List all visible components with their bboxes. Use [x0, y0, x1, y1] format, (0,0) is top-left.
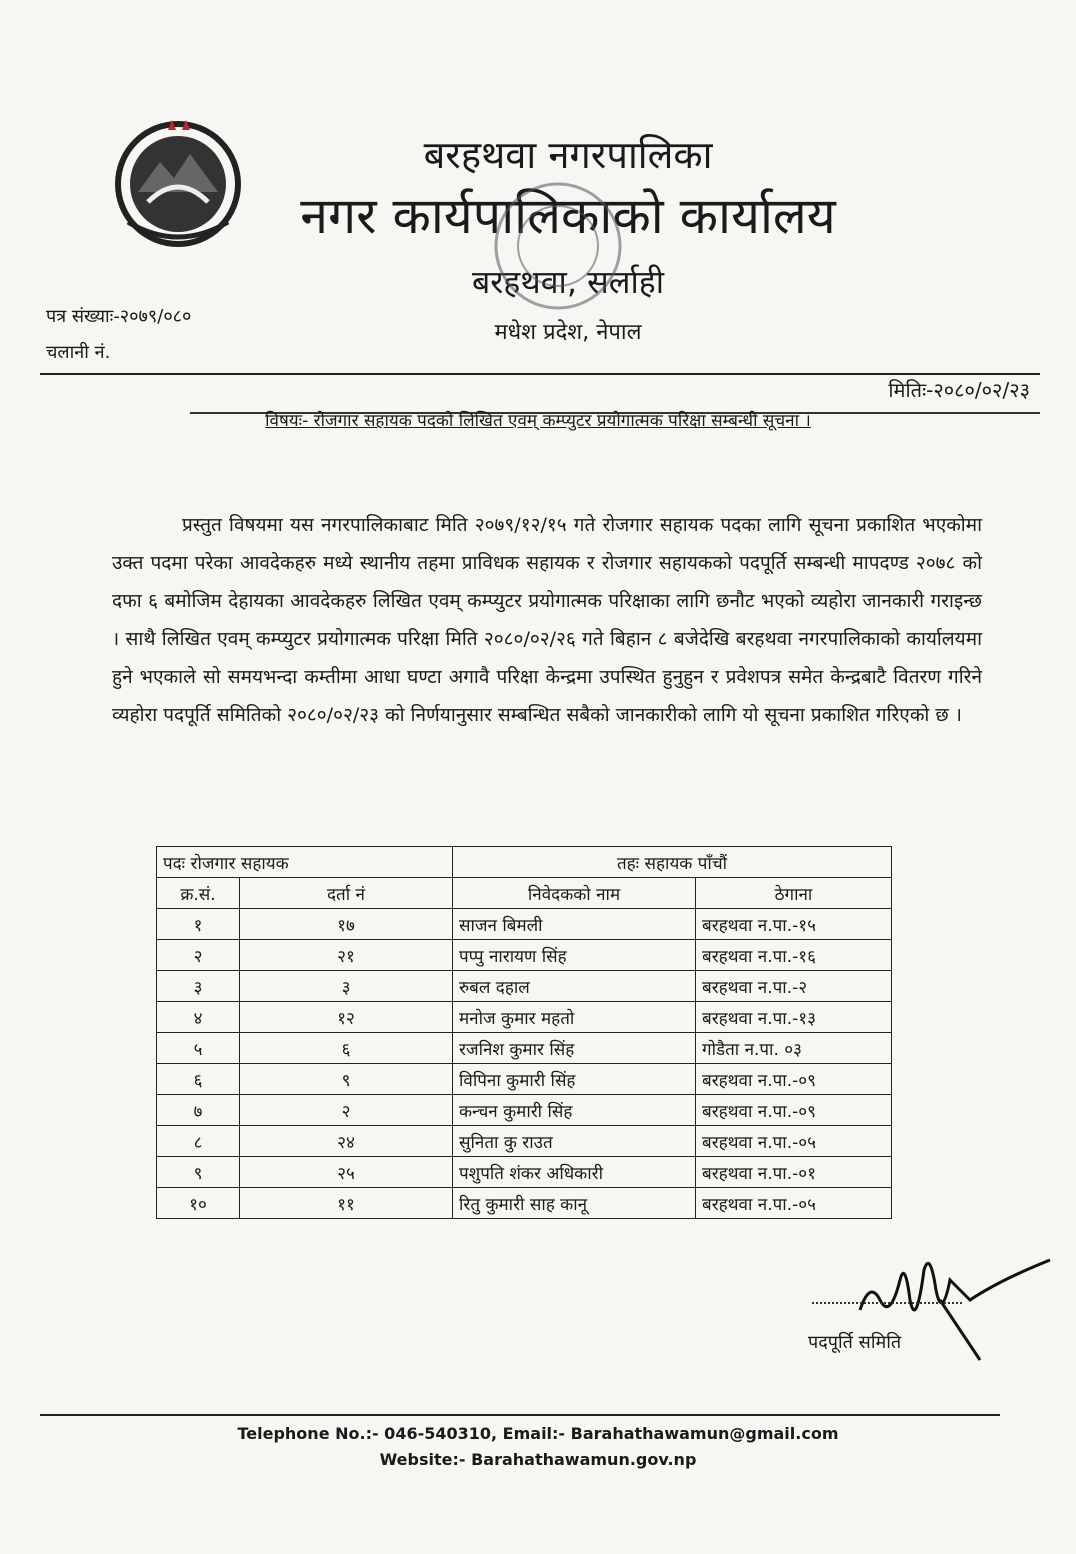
province-name: मधेश प्रदेश, नेपाल [494, 320, 642, 345]
municipality-name: बरहथवा नगरपालिका [423, 133, 713, 177]
candidate-table [156, 846, 892, 1219]
name-cell: मनोज कुमार महतो [453, 1002, 696, 1033]
table-post-header: पदः रोजगार सहायक [157, 847, 453, 878]
serial-cell: ७ [157, 1095, 240, 1126]
column-header: निवेदकको नाम [453, 878, 696, 909]
address-cell: बरहथवा न.पा.-०९ [696, 1095, 892, 1126]
signature-line [812, 1302, 962, 1304]
registration-cell: ६ [240, 1033, 453, 1064]
registration-cell: २ [240, 1095, 453, 1126]
table-row [157, 1064, 892, 1095]
serial-cell: ८ [157, 1126, 240, 1157]
signature-label: पदपूर्ति समिति [808, 1332, 902, 1353]
serial-cell: ६ [157, 1064, 240, 1095]
name-cell: कन्चन कुमारी सिंह [453, 1095, 696, 1126]
letter-date: मितिः-२०८०/०२/२३ [888, 378, 1030, 402]
handwritten-signature-icon [850, 1240, 1070, 1380]
name-cell: पशुपति शंकर अधिकारी [453, 1157, 696, 1188]
column-header: ठेगाना [696, 878, 892, 909]
column-header: क्र.सं. [157, 878, 240, 909]
serial-cell: २ [157, 940, 240, 971]
address-cell: बरहथवा न.पा.-१६ [696, 940, 892, 971]
office-location: बरहथवा, सर्लाही [471, 263, 665, 301]
footer-contact: Telephone No.:- 046-540310, Email:- Barahathawamun@gmail.com [237, 1424, 839, 1443]
serial-cell: ४ [157, 1002, 240, 1033]
header-divider [40, 373, 1040, 375]
name-cell: विपिना कुमारी सिंह [453, 1064, 696, 1095]
name-cell: रजनिश कुमार सिंह [453, 1033, 696, 1064]
registration-cell: १२ [240, 1002, 453, 1033]
name-cell: सुनिता कु राउत [453, 1126, 696, 1157]
registration-cell: २५ [240, 1157, 453, 1188]
table-header-row [157, 878, 892, 909]
registration-cell: ३ [240, 971, 453, 1002]
address-cell: बरहथवा न.पा.-०५ [696, 1126, 892, 1157]
address-cell: बरहथवा न.पा.-०५ [696, 1188, 892, 1219]
serial-cell: ५ [157, 1033, 240, 1064]
address-cell: बरहथवा न.पा.-१३ [696, 1002, 892, 1033]
address-cell: गोडैता न.पा. ०३ [696, 1033, 892, 1064]
notice-body: प्रस्तुत विषयमा यस नगरपालिकाबाट मिति २०७९/१२/१५ गते रोजगार सहायक पदका लागि सूचना प्रकाशित भएकोमा उक्त पदमा परेका आवदेकहरु मध्ये स्थानीय तहमा प्राविधक सहायक र रोजगार सहायकको पदपूर्ति सम्बन्धी मापदण्ड २०७८ को दफा ६ बमोजिम देहायका आवदेकहरु लिखित एवम् कम्प्युटर प्रयोगात्मक परिक्षाका लागि छनौट भएको व्यहोरा जानकारी गराइन्छ । साथै लिखित एवम् कम्प्युटर प्रयोगात्मक परिक्षा मिति २०८०/०२/२६ गते बिहान ८ बजेदेखि बरहथवा नगरपालिकाको कार्यालयमा हुने भएकाले सो समयभन्दा कम्तीमा आधा घण्टा अगावै परिक्षा केन्द्रमा उपस्थित हुनुहुन र प्रवेशपत्र समेत केन्द्रबाटै वितरण गरिने व्यहोरा पदपूर्ति समितिको २०८०/०२/२३ को निर्णयानुसार सम्बन्धित सबैको जानकारीको लागि यो सूचना प्रकाशित गरिएको छ । [112, 514, 982, 726]
table-row [157, 1157, 892, 1188]
registration-cell: १७ [240, 909, 453, 940]
table-level-header: तहः सहायक पाँचौं [453, 847, 892, 878]
table-row [157, 1188, 892, 1219]
table-row [157, 1095, 892, 1126]
registration-cell: २४ [240, 1126, 453, 1157]
serial-cell: ३ [157, 971, 240, 1002]
table-row [157, 1002, 892, 1033]
address-cell: बरहथवा न.पा.-०१ [696, 1157, 892, 1188]
registration-cell: २१ [240, 940, 453, 971]
footer-website: Website:- Barahathawamun.gov.np [379, 1450, 697, 1469]
registration-cell: ९ [240, 1064, 453, 1095]
name-cell: रितु कुमारी साह कानू [453, 1188, 696, 1219]
address-cell: बरहथवा न.पा.-१५ [696, 909, 892, 940]
column-header: दर्ता नं [240, 878, 453, 909]
table-row [157, 971, 892, 1002]
address-cell: बरहथवा न.पा.-२ [696, 971, 892, 1002]
table-row [157, 1126, 892, 1157]
notice-subject: विषयः- रोजगार सहायक पदको लिखित एवम् कम्प्युटर प्रयोगात्मक परिक्षा सम्बन्धी सूचना । [265, 411, 811, 431]
name-cell: साजन बिमली [453, 909, 696, 940]
serial-cell: १ [157, 909, 240, 940]
dispatch-number: चलानी नं. [46, 342, 111, 363]
registration-cell: ११ [240, 1188, 453, 1219]
table-row [157, 1033, 892, 1064]
name-cell: पप्पु नारायण सिंह [453, 940, 696, 971]
office-name: नगर कार्यपालिकाको कार्यालय [300, 187, 836, 245]
table-row [157, 940, 892, 971]
table-row [157, 909, 892, 940]
name-cell: रुबल दहाल [453, 971, 696, 1002]
footer-divider [40, 1414, 1000, 1416]
office-seal-stamp-icon [488, 176, 628, 316]
serial-cell: १० [157, 1188, 240, 1219]
address-cell: बरहथवा न.पा.-०९ [696, 1064, 892, 1095]
serial-cell: ९ [157, 1157, 240, 1188]
letter-number: पत्र संख्याः-२०७९/०८० [46, 306, 192, 327]
